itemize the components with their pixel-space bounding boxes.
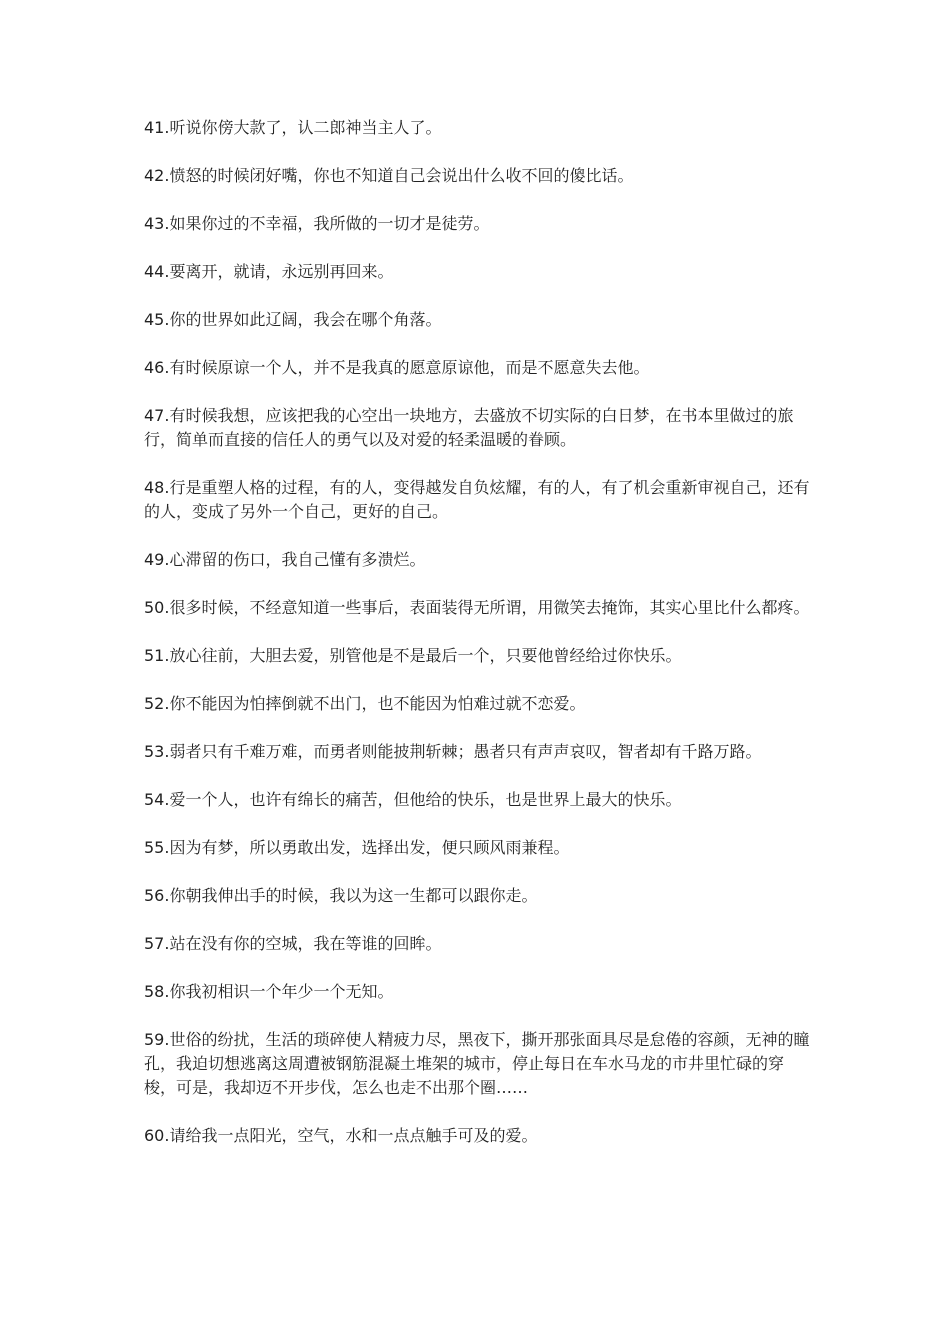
quote-52: 52.你不能因为怕摔倒就不出门，也不能因为怕难过就不恋爱。 [144, 694, 586, 713]
quote-41: 41.听说你傍大款了，认二郎神当主人了。 [144, 118, 442, 137]
quote-56: 56.你朝我伸出手的时候，我以为这一生都可以跟你走。 [144, 886, 538, 905]
quote-46: 46.有时候原谅一个人，并不是我真的愿意原谅他，而是不愿意失去他。 [144, 358, 650, 377]
quote-47: 47.有时候我想，应该把我的心空出一块地方，去盛放不切实际的白日梦，在书本里做过的旅行，简单而直接的信任人的勇气以及对爱的轻柔温暖的眷顾。 [144, 406, 794, 449]
quote-51: 51.放心往前，大胆去爱，别管他是不是最后一个，只要他曾经给过你快乐。 [144, 646, 682, 665]
document-body [144, 116, 812, 1172]
quote-48: 48.行是重塑人格的过程，有的人，变得越发自负炫耀，有的人，有了机会重新审视自己，还有的人，变成了另外一个自己，更好的自己。 [144, 478, 810, 521]
quote-54: 54.爱一个人，也许有绵长的痛苦，但他给的快乐，也是世界上最大的快乐。 [144, 790, 682, 809]
quote-42: 42.愤怒的时候闭好嘴，你也不知道自己会说出什么收不回的傻比话。 [144, 166, 634, 185]
quote-55: 55.因为有梦，所以勇敢出发，选择出发，便只顾风雨兼程。 [144, 838, 570, 857]
quote-60: 60.请给我一点阳光，空气，水和一点点触手可及的爱。 [144, 1126, 538, 1145]
quote-44: 44.要离开，就请，永远别再回来。 [144, 262, 394, 281]
quote-50: 50.很多时候，不经意知道一些事后，表面装得无所谓，用微笑去掩饰，其实心里比什么都疼。 [144, 598, 810, 617]
quote-43: 43.如果你过的不幸福，我所做的一切才是徒劳。 [144, 214, 490, 233]
quote-53: 53.弱者只有千难万难，而勇者则能披荆斩棘；愚者只有声声哀叹，智者却有千路万路。 [144, 742, 762, 761]
quote-45: 45.你的世界如此辽阔，我会在哪个角落。 [144, 310, 442, 329]
quote-59: 59.世俗的纷扰，生活的琐碎使人精疲力尽，黑夜下，撕开那张面具尽是怠倦的容颜，无神的瞳孔，我迫切想逃离这周遭被钢筋混凝土堆架的城市，停止每日在车水马龙的市井里忙碌的穿梭，可是，我却迈不开步伐，怎么也走不出那个圈…… [144, 1030, 810, 1097]
quote-58: 58.你我初相识一个年少一个无知。 [144, 982, 394, 1001]
quote-57: 57.站在没有你的空城，我在等谁的回眸。 [144, 934, 442, 953]
quote-49: 49.心滞留的伤口，我自己懂有多溃烂。 [144, 550, 426, 569]
